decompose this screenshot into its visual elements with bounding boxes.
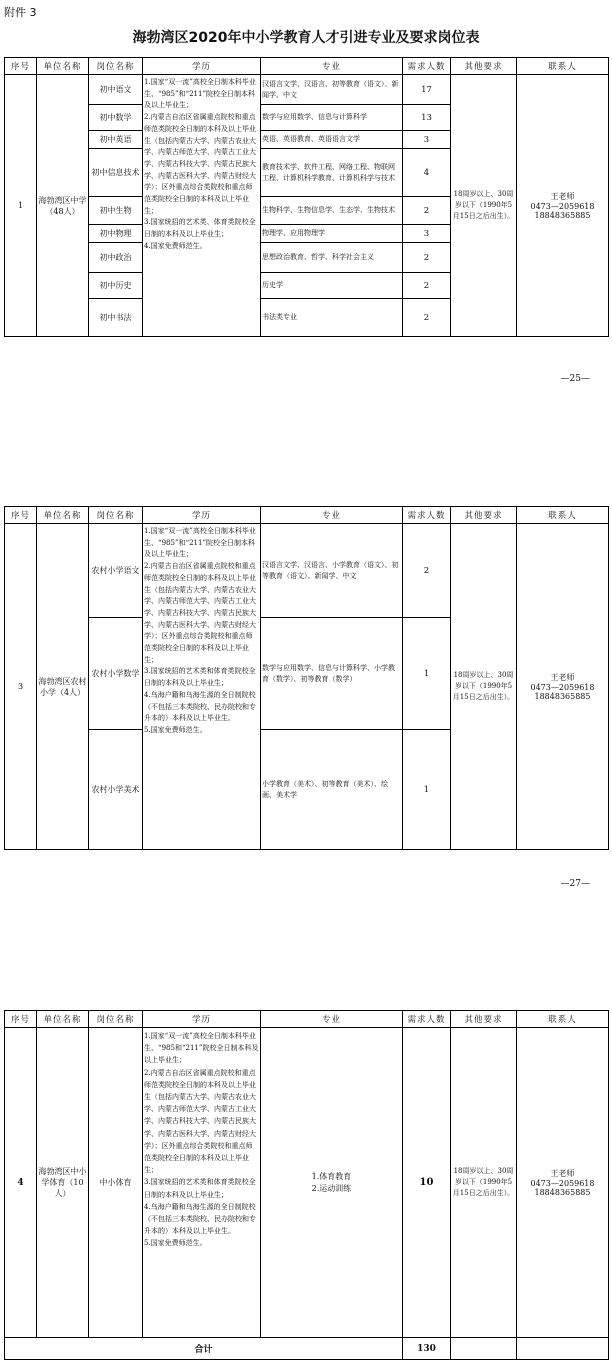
major-cell: 小学教育（美术）、初等教育（美术）、绘画、美术学 [261,730,403,850]
page-number: —27— [560,879,590,889]
header-other: 其他要求 [451,58,517,75]
header-education: 学历 [143,507,261,524]
major-cell: 物理学、应用物理学 [261,225,403,243]
other-requirements-cell: 18周岁以上、30周岁以下（1990年5月15日之后出生）。 [451,75,517,337]
count-cell: 17 [403,75,451,105]
post-cell: 农村小学语文 [89,524,143,618]
count-cell: 2 [403,197,451,225]
major-cell: 1.体育教育 2.运动训练 [261,1028,403,1338]
table-middle-school [4,57,609,337]
post-cell: 初中英语 [89,131,143,149]
header-education: 学历 [143,1011,261,1028]
major-cell: 教育技术学、软件工程、网络工程、物联网工程、计算机科学教育、计算机科学与技术 [261,149,403,197]
post-cell: 初中语文 [89,75,143,105]
post-cell: 初中生物 [89,197,143,225]
header-count: 需求人数 [403,1011,451,1028]
major-cell: 汉语言文学、汉语言、小学教育（语文）、初等教育（语文）、新闻学、中文 [261,524,403,618]
unit-cell: 海勃湾区中小学体育（10人） [37,1028,89,1338]
post-cell: 初中政治 [89,243,143,273]
header-education: 学历 [143,58,261,75]
table-header-row [5,1011,609,1028]
table-header-row [5,58,609,75]
other-requirements-cell: 18周岁以上、30周岁以下（1990年5月15日之后出生）。 [451,524,517,850]
count-cell: 10 [403,1028,451,1338]
post-cell: 中小体育 [89,1028,143,1338]
major-cell: 书法类专业 [261,299,403,337]
header-unit: 单位名称 [37,58,89,75]
post-cell: 农村小学美术 [89,730,143,850]
table-row [5,1028,609,1338]
post-cell: 农村小学数学 [89,618,143,730]
major-cell: 汉语言文学、汉语言、初等教育（语文）、新闻学、中文 [261,75,403,105]
table-row [5,75,609,105]
header-major: 专业 [261,1011,403,1028]
header-count: 需求人数 [403,507,451,524]
header-contact: 联系人 [517,507,609,524]
table-header-row [5,507,609,524]
post-cell: 初中数学 [89,105,143,131]
contact-cell: 王老师 0473—2059618 18848365885 [517,1028,609,1338]
count-cell: 1 [403,730,451,850]
count-cell: 3 [403,131,451,149]
count-cell: 2 [403,243,451,273]
major-cell: 数学与应用数学、信息与计算科学、小学教育（数学）、初等教育（数学） [261,618,403,730]
header-post: 岗位名称 [89,507,143,524]
header-post: 岗位名称 [89,1011,143,1028]
header-seq: 序号 [5,58,37,75]
header-seq: 序号 [5,507,37,524]
post-cell: 初中书法 [89,299,143,337]
other-requirements-cell: 18周岁以上、30周岁以下（1990年5月15日之后出生）。 [451,1028,517,1338]
header-other: 其他要求 [451,507,517,524]
header-major: 专业 [261,58,403,75]
education-cell: 1.国家“双一流”高校全日制本科毕业生、“985”和“211”院校全日制本科及以上毕业生； 2.内蒙古自治区省属重点院校和重点师范类院校全日制的本科及以上毕业生（包括内蒙古大学、内蒙古农业大学、内蒙古师范大学、内蒙古工业大学、内蒙古科技大学、内蒙古民族大学、内蒙古医科大学、内蒙古财经大学）；区外重点综合类院校和重点师范类院校全日制的本科及以上毕业生； 3.国家统招的艺术类、体育类院校全日制的本科及以上毕业生； 4.国家免费师范生。 [143,75,261,337]
page-number: —25— [560,374,590,384]
count-cell: 2 [403,524,451,618]
seq-cell: 1 [5,75,37,337]
contact-cell: 王老师 0473—2059618 18848365885 [517,75,609,337]
table-row [5,524,609,618]
total-row [5,1338,609,1360]
header-unit: 单位名称 [37,507,89,524]
major-cell: 生物科学、生物信息学、生态学、生物技术 [261,197,403,225]
contact-cell: 王老师 0473—2059618 18848365885 [517,524,609,850]
annex-label: 附件 3 [4,6,37,19]
major-cell: 数学与应用数学、信息与计算科学 [261,105,403,131]
header-seq: 序号 [5,1011,37,1028]
total-empty-cell [451,1338,517,1360]
count-cell: 2 [403,299,451,337]
header-contact: 联系人 [517,1011,609,1028]
major-cell: 英语、英语教育、英语语言文学 [261,131,403,149]
major-cell: 历史学 [261,273,403,299]
header-count: 需求人数 [403,58,451,75]
count-cell: 4 [403,149,451,197]
seq-cell: 3 [5,524,37,850]
post-cell: 初中物理 [89,225,143,243]
total-value: 130 [403,1338,451,1360]
count-cell: 13 [403,105,451,131]
education-cell: 1.国家“双一流”高校全日制本科毕业生、“985和“211”院校全日制本科及以上毕业生； 2.内蒙古自治区省属重点院校和重点师范类院校全日制的本科及以上毕业生（包括内蒙古大学、内蒙古农业大学、内蒙古师范大学、内蒙古工业大学、内蒙古科技大学、内蒙古民族大学、内蒙古医科大学、内蒙古财经大学）；区外重点综合类院校和重点师范类院校全日制的本科及以上毕业生； 3.国家统招的艺术类和体育类院校全日制的本科及以上毕业生； 4.乌海户籍和乌海生源的全日制院校（不包括三本类院校、民办院校和专升本的）本科及以上毕业生。 5.国家免费师范生。 [143,1028,261,1338]
seq-cell: 4 [5,1028,37,1338]
header-contact: 联系人 [517,58,609,75]
header-unit: 单位名称 [37,1011,89,1028]
count-cell: 2 [403,273,451,299]
post-cell: 初中信息技术 [89,149,143,197]
total-empty-cell [517,1338,609,1360]
post-cell: 初中历史 [89,273,143,299]
header-post: 岗位名称 [89,58,143,75]
major-cell: 思想政治教育、哲学、科学社会主义 [261,243,403,273]
table-rural-primary [4,506,609,850]
count-cell: 3 [403,225,451,243]
unit-cell: 海勃湾区农村小学（4人） [37,524,89,850]
total-label: 合计 [5,1338,403,1360]
header-major: 专业 [261,507,403,524]
header-other: 其他要求 [451,1011,517,1028]
table-pe [4,1010,609,1360]
education-cell: 1.国家“双一流”高校全日制本科毕业生、“985”和“211”院校全日制本科及以上毕业生； 2.内蒙古自治区省属重点院校和重点师范类院校全日制的本科及以上毕业生（包括内蒙古大学、内蒙古农业大学、内蒙古师范大学、内蒙古工业大学、内蒙古科技大学、内蒙古民族大学、内蒙古医科大学、内蒙古财经大学）；区外重点综合类院校和重点师范类院校全日制的本科及以上毕业生； 3.国家统招的艺术类和体育类院校全日制的本科及以上毕业生； 4.乌海户籍和乌海生源的全日制院校（不包括三本类院校、民办院校和专升本的）本科及以上毕业生。 5.国家免费师范生。 [143,524,261,850]
page-title: 海勃湾区2020年中小学教育人才引进专业及要求岗位表 [132,30,480,46]
count-cell: 1 [403,618,451,730]
unit-cell: 海勃湾区中学（48人） [37,75,89,337]
